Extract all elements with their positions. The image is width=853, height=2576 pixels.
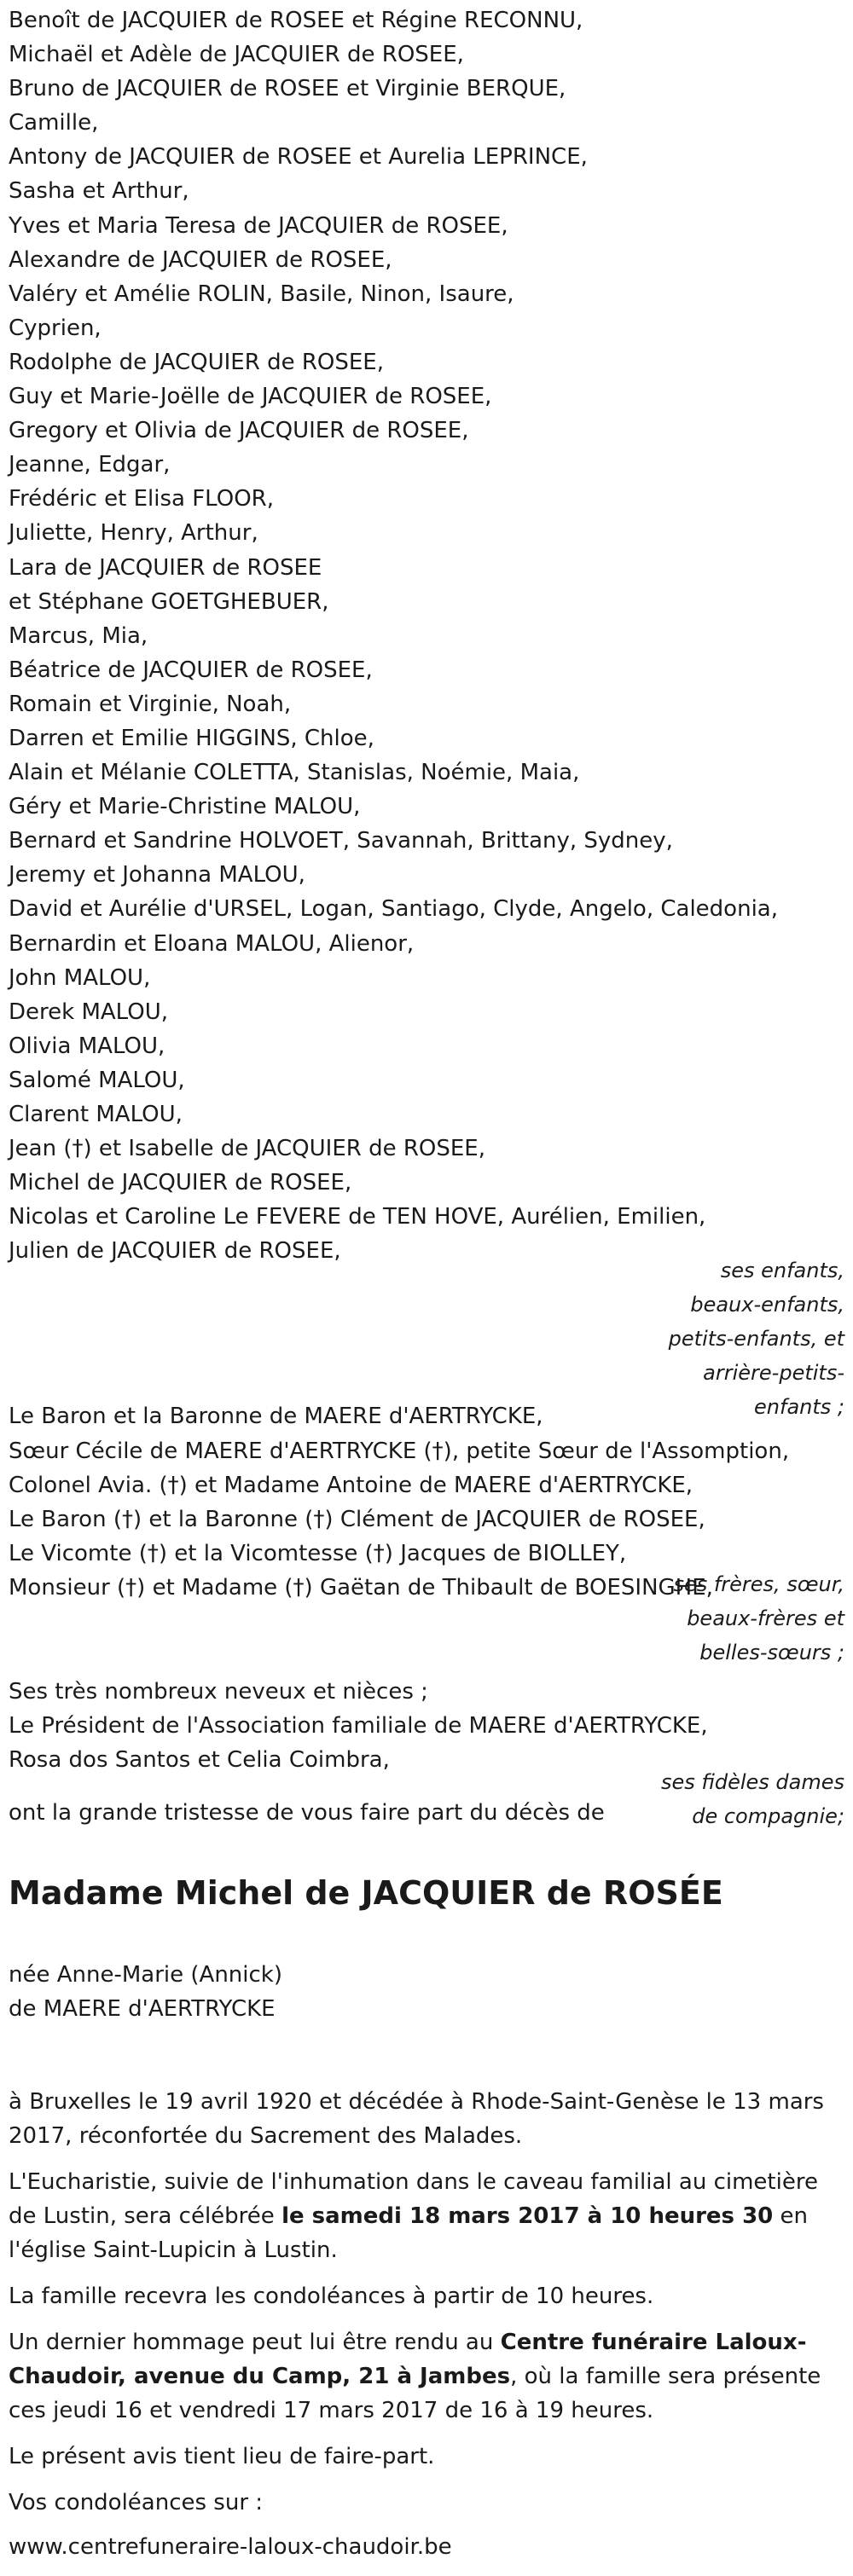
mass-paragraph: [9, 2165, 840, 2267]
family-member-line: Béatrice de JACQUIER de ROSEE,: [9, 657, 373, 683]
family-member-line: John MALOU,: [9, 964, 151, 991]
announcement-intro: ont la grande tristesse de vous faire part du décès de: [9, 1800, 605, 1826]
others-list: [9, 1675, 853, 1777]
maiden-name-line-2: de MAERE d'AERTRYCKE: [9, 1996, 276, 2022]
family-member-line: Jeanne, Edgar,: [9, 452, 171, 478]
sibling-line: Le Baron et la Baronne de MAERE d'AERTRYCKE,: [9, 1404, 543, 1430]
family-member-line: Jeremy et Johanna MALOU,: [9, 862, 305, 889]
mass-date: le samedi 18 mars 2017 à 10 heures 30: [281, 2203, 774, 2229]
signoff-children: ses enfants, beaux-enfants, petits-enfants, et arrière-petits-enfants ;: [668, 1259, 844, 1419]
deceased-name: Madame Michel de JACQUIER de ROSÉE: [9, 1874, 723, 1912]
family-list: [9, 3, 853, 1268]
family-member-line: Jean (†) et Isabelle de JACQUIER de ROSEE,: [9, 1136, 485, 1162]
family-member-line: Alexandre de JACQUIER de ROSEE,: [9, 246, 392, 273]
relation-line: Le Président de l'Association familiale de MAERE d'AERTRYCKE,: [9, 1713, 708, 1740]
family-member-line: Gregory et Olivia de JACQUIER de ROSEE,: [9, 418, 469, 444]
family-member-line: Bernardin et Eloana MALOU, Alienor,: [9, 930, 415, 957]
family-member-line: Rodolphe de JACQUIER de ROSEE,: [9, 349, 384, 375]
sibling-line: Colonel Avia. (†) et Madame Antoine de MAERE d'AERTRYCKE,: [9, 1472, 693, 1498]
signoff-siblings: ses frères, sœur, beaux-frères et belles-sœurs ;: [673, 1572, 844, 1664]
maiden-name-block: [9, 1958, 282, 2026]
family-member-line: Michaël et Adèle de JACQUIER de ROSEE,: [9, 42, 464, 68]
family-member-line: Michel de JACQUIER de ROSEE,: [9, 1170, 352, 1196]
family-member-line: Romain et Virginie, Noah,: [9, 691, 292, 717]
maiden-name-line-1: née Anne-Marie (Annick): [9, 1962, 283, 1988]
family-member-line: Benoît de JACQUIER de ROSEE et Régine RECONNU,: [9, 8, 583, 33]
family-member-line: Cyprien,: [9, 315, 102, 341]
family-member-line: Lara de JACQUIER de ROSEE: [9, 554, 322, 581]
family-member-line: et Stéphane GOETGHEBUER,: [9, 588, 329, 615]
mass-text-2: en l'église Saint-Lupicin à Lustin.: [9, 2203, 809, 2263]
family-member-line: Darren et Emilie HIGGINS, Chloe,: [9, 725, 374, 751]
tribute-text-2: , où la famille sera présente ces jeudi 16 et vendredi 17 mars 2017 de 16 à 19 heures.: [9, 2364, 821, 2423]
tribute-paragraph: [9, 2325, 840, 2428]
details-block: [9, 2085, 840, 2576]
family-member-line: Julien de JACQUIER de ROSEE,: [9, 1238, 341, 1265]
family-member-line: Nicolas et Caroline Le FEVERE de TEN HOVE, Aurélien, Emilien,: [9, 1204, 706, 1230]
family-member-line: Bernard et Sandrine HOLVOET, Savannah, Brittany, Sydney,: [9, 828, 673, 854]
relation-line: Ses très nombreux neveux et nièces ;: [9, 1679, 428, 1705]
family-member-line: Valéry et Amélie ROLIN, Basile, Ninon, Isaure,: [9, 281, 514, 307]
funeral-center-address: Centre funéraire Laloux-Chaudoir, avenue du Camp, 21 à Jambes: [9, 2330, 807, 2389]
family-member-line: Derek MALOU,: [9, 999, 168, 1025]
mass-text-1: L'Eucharistie, suivie de l'inhumation dans le caveau familial au cimetière de Lustin, sera célébrée: [9, 2169, 818, 2229]
sibling-line: Monsieur (†) et Madame (†) Gaëtan de Thibault de BOESINGHE,: [9, 1574, 713, 1601]
family-member-line: Olivia MALOU,: [9, 1033, 165, 1059]
tribute-text-1: Un dernier hommage peut lui être rendu au: [9, 2330, 501, 2355]
relation-line: Rosa dos Santos et Celia Coimbra,: [9, 1747, 390, 1774]
family-member-line: Géry et Marie-Christine MALOU,: [9, 794, 361, 820]
notice-paragraph: Le présent avis tient lieu de faire-part.: [9, 2444, 435, 2469]
condolences-paragraph: La famille recevra les condoléances à partir de 10 heures.: [9, 2284, 654, 2309]
family-member-line: Bruno de JACQUIER de ROSEE et Virginie BERQUE,: [9, 76, 566, 102]
family-member-line: Guy et Marie-Joëlle de JACQUIER de ROSEE,: [9, 384, 492, 410]
family-member-line: Juliette, Henry, Arthur,: [9, 520, 258, 547]
online-condolences-label: Vos condoléances sur :: [9, 2490, 264, 2515]
sibling-line: Le Baron (†) et la Baronne (†) Clément de JACQUIER de ROSEE,: [9, 1506, 705, 1532]
family-member-line: Sasha et Arthur,: [9, 178, 189, 205]
family-member-line: Antony de JACQUIER de ROSEE et Aurelia LEPRINCE,: [9, 144, 588, 171]
family-member-line: Clarent MALOU,: [9, 1102, 183, 1127]
family-member-line: Salomé MALOU,: [9, 1067, 185, 1093]
sibling-line: Sœur Cécile de MAERE d'AERTRYCKE (†), petite Sœur de l'Assomption,: [9, 1438, 790, 1464]
sibling-line: Le Vicomte (†) et la Vicomtesse (†) Jacques de BIOLLEY,: [9, 1540, 627, 1566]
family-member-line: Marcus, Mia,: [9, 622, 148, 649]
family-member-line: Frédéric et Elisa FLOOR,: [9, 486, 274, 512]
family-member-line: Camille,: [9, 110, 99, 136]
family-member-line: Yves et Maria Teresa de JACQUIER de ROSEE,: [9, 212, 508, 239]
website-link[interactable]: www.centrefuneraire-laloux-chaudoir.be: [9, 2534, 452, 2560]
signoff-companions: ses fidèles dames de compagnie;: [660, 1770, 844, 1828]
family-member-line: David et Aurélie d'URSEL, Logan, Santiago, Clyde, Angelo, Caledonia,: [9, 896, 778, 923]
birth-death-paragraph: à Bruxelles le 19 avril 1920 et décédée à Rhode-Saint-Genèse le 13 mars 2017, réconfortée du Sacrement des Malades.: [9, 2089, 824, 2149]
family-member-line: Alain et Mélanie COLETTA, Stanislas, Noémie, Maia,: [9, 760, 580, 786]
